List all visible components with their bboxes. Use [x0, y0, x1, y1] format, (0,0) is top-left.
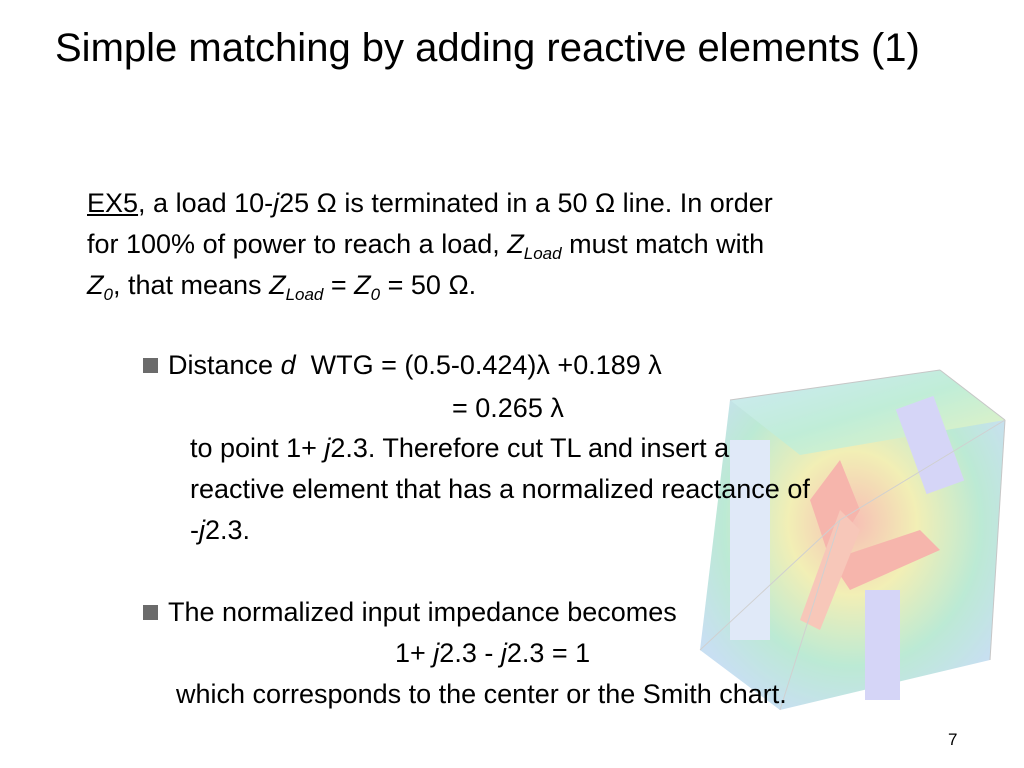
bullet-2-equation: 1+ j2.3 - j2.3 = 1: [395, 638, 591, 668]
bullet-2-conclusion: which corresponds to the center or the Smith chart.: [176, 679, 787, 709]
example-label: EX5: [87, 188, 139, 218]
intro-line-2: for 100% of power to reach a load, $Z_{Load}$ must match with: [87, 229, 765, 263]
bullet-1-line-2: = 0.265 λ: [452, 393, 564, 423]
square-bullet-icon: [143, 605, 158, 620]
bullet-1-line-5: -j2.3.: [190, 515, 251, 545]
intro-line-3: $Z_0$, that means $Z_{Load} = Z_0 = 50$ Ω.: [87, 270, 477, 304]
square-bullet-icon: [143, 358, 158, 373]
bullet-2-line-1: The normalized input impedance becomes: [143, 592, 677, 632]
bullet-1-line-1: Distance d WTG = (0.5-0.424)λ +0.189 λ: [143, 345, 662, 385]
slide-title: Simple matching by adding reactive elements (1): [55, 26, 920, 70]
bullet-1-line-4: reactive element that has a normalized reactance of: [190, 474, 810, 504]
bullet-1-line-3: to point 1+ j2.3. Therefore cut TL and insert a: [190, 433, 730, 463]
field-simulation-cube-image: [690, 360, 1010, 720]
intro-line-1: EX5, a load 10-j25 Ω is terminated in a 50 Ω line. In order: [87, 188, 773, 218]
page-number: 7: [948, 730, 958, 749]
